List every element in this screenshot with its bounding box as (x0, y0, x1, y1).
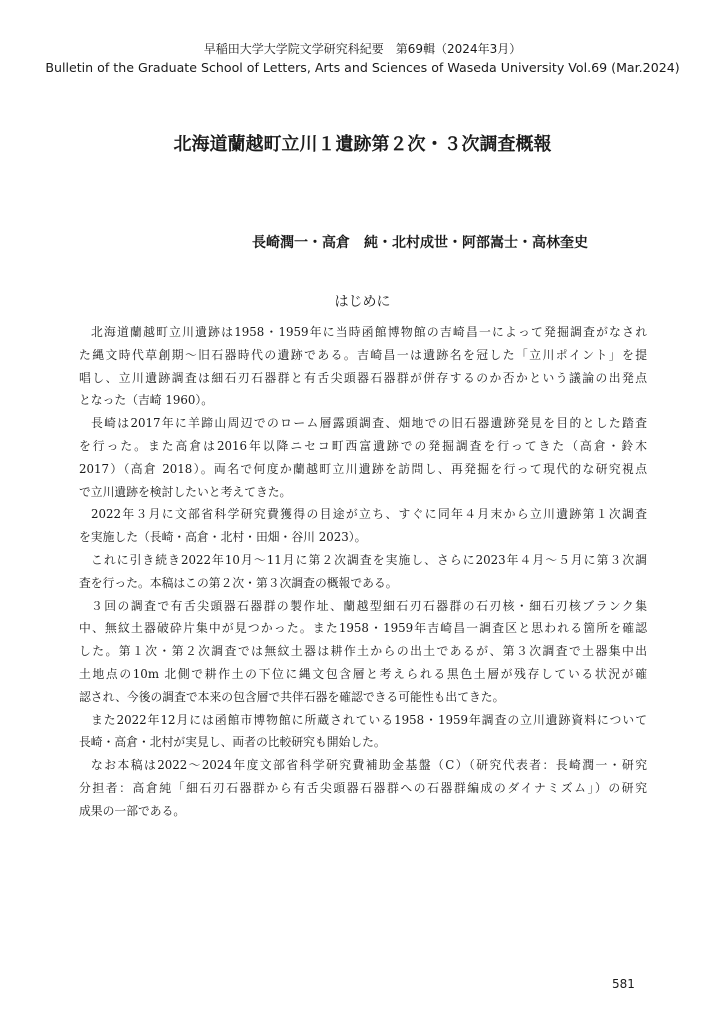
text-line: を行った。また高倉は2016年以降ニセコ町西富遺跡での発掘調査を行ってきた（高倉・鈴木 (79, 438, 647, 453)
journal-header-english: Bulletin of the Graduate School of Letters, Arts and Sciences of Waseda University Vol.69 (Mar.2024) (45, 60, 680, 75)
text-line: 中、無紋土器破砕片集中が見つかった。また1958・1959年吉崎昌一調査区と思われる箇所を確認 (79, 621, 647, 636)
text-line: また2022年12月には函館市博物館に所蔵されている1958・1959年調査の立川遺跡資料について (91, 712, 647, 727)
paragraph (79, 595, 647, 709)
paragraph (79, 503, 647, 549)
section-body (79, 321, 647, 823)
text-line: 長崎は2017年に羊蹄山周辺でのローム層露頭調査、畑地での旧石器遺跡発見を目的とした踏査 (91, 416, 647, 431)
text-line: 2017）（高倉 2018）。両名で何度か蘭越町立川遺跡を訪問し、再発掘を行って現代的な研究視点 (79, 461, 647, 476)
text-line: た縄文時代草創期～旧石器時代の遺跡である。吉崎昌一は遺跡名を冠した「立川ポイント」を提 (79, 347, 647, 362)
text-line: で立川遺跡を検討したいと考えてきた。 (79, 484, 292, 499)
section-heading: はじめに (334, 294, 391, 310)
paragraph (79, 412, 647, 503)
paragraph (79, 709, 647, 755)
text-line: 分担者：高倉純「細石刃石器群から有舌尖頭器石器群への石器群編成のダイナミズム」）の研究 (79, 780, 647, 795)
text-line: 唱し、立川遺跡調査は細石刃石器群と有舌尖頭器石器群が併存するのか否かという議論の出発点 (79, 370, 647, 385)
text-line: を実施した（長崎・高倉・北村・田畑・谷川 2023）。 (79, 530, 367, 545)
text-line: 成果の一部である。 (79, 803, 186, 818)
paragraph (79, 321, 647, 412)
text-line: 長崎・高倉・北村が実見し、両者の比較研究も開始した。 (79, 735, 386, 750)
text-line: 2022年３月に文部省科学研究費獲得の目途が立ち、すぐに同年４月末から立川遺跡第１次調査 (91, 507, 647, 522)
text-line: 北海道蘭越町立川遺跡は1958・1959年に当時函館博物館の吉崎昌一によって発掘調査がなされ (91, 325, 647, 339)
paragraph (79, 549, 647, 595)
text-line: これに引き続き2022年10月～11月に第２次調査を実施し、さらに2023年４月～５月に第３次調 (91, 552, 647, 567)
text-line: 査を行った。本稿はこの第２次・第３次調査の概報である。 (79, 575, 398, 590)
text-line: 認され、今後の調査で本来の包含層で共伴石器を確認できる可能性も出てきた。 (79, 689, 505, 704)
text-line: なお本稿は2022～2024年度文部省科学研究費補助金基盤（C）（研究代表者：長崎潤一・研究 (91, 758, 647, 773)
page-number: 581 (612, 977, 635, 991)
text-line: した。第１次・第２次調査では無紋土器は耕作土からの出土であるが、第３次調査で土器集中出 (79, 644, 647, 659)
article-authors: 長崎潤一・高倉 純・北村成世・阿部嵩士・高林奎史 (252, 235, 588, 251)
text-line: ３回の調査で有舌尖頭器石器群の製作址、蘭越型細石刃石器群の石刃核・細石刃核ブランク集 (91, 598, 647, 613)
paragraph (79, 754, 647, 822)
article-title: 北海道蘭越町立川１遺跡第２次・３次調査概報 (173, 134, 552, 155)
text-line: 土地点の10m 北側で耕作土の下位に縄文包含層と考えられる黒色土層が残存している状況が確 (79, 666, 647, 681)
text-line: となった（吉崎 1960）。 (79, 393, 214, 408)
journal-header-japanese: 早稲田大学大学院文学研究科紀要 第69輯（2024年3月） (203, 42, 522, 56)
